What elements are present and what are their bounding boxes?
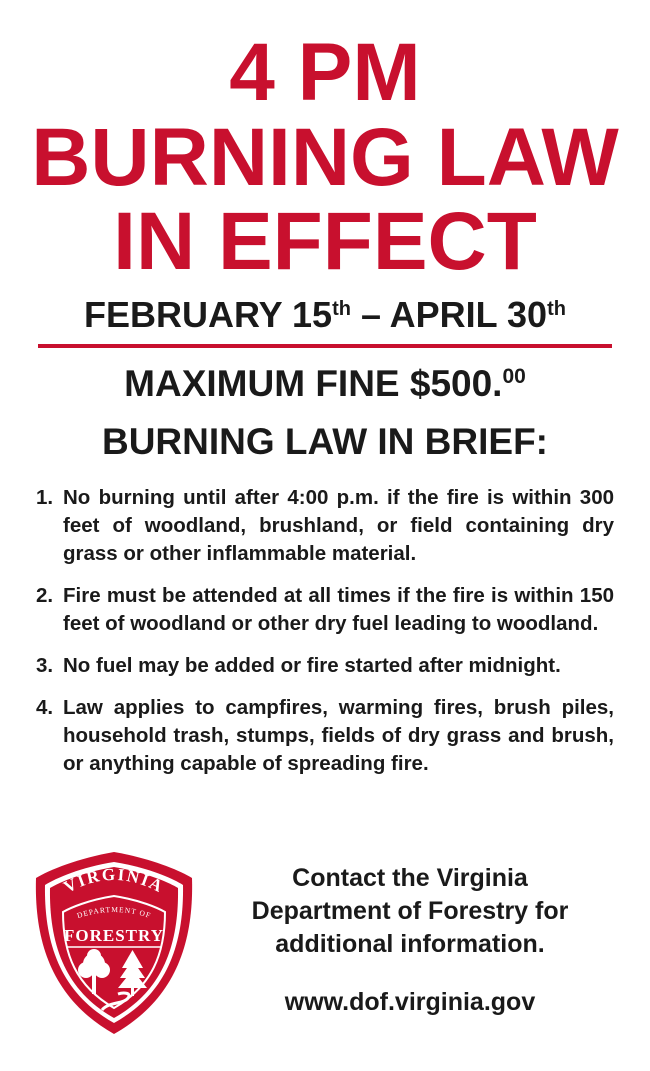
contact-line-3: additional information. (275, 930, 545, 958)
list-item (36, 484, 614, 568)
end-date-suffix: th (547, 298, 566, 320)
contact-text (205, 862, 615, 961)
forestry-seal-logo (34, 850, 194, 1036)
list-item (36, 694, 614, 778)
fine-cents: 00 (502, 365, 526, 388)
list-item-text: Law applies to campfires, warming fires, brush piles, household trash, stumps, fields of dry grass and brush, or anything capable of spreading fire. (63, 696, 614, 775)
headline-line-2: BURNING LAW (31, 112, 619, 203)
list-item-number: 1. (36, 486, 54, 509)
brief-title: BURNING LAW IN BRIEF: (101, 421, 549, 462)
start-date-suffix: th (332, 298, 351, 320)
date-dash: – (350, 294, 390, 335)
rules-list (36, 484, 614, 792)
list-item (36, 652, 614, 680)
list-item-number: 2. (36, 584, 54, 607)
list-item-number: 3. (36, 654, 54, 677)
fine-label: MAXIMUM FINE $500. (124, 363, 503, 404)
list-item-text: Fire must be attended at all times if the fire is within 150 feet of woodland or other dry fuel leading to woodland. (63, 584, 614, 635)
seal-main-text: FORESTRY (64, 926, 164, 945)
contact-line-1: Contact the Virginia (292, 864, 528, 892)
date-range (0, 294, 650, 335)
seal-small-text: DEPARTMENT OF (75, 904, 153, 921)
maximum-fine (0, 365, 650, 402)
headline-line-3: IN EFFECT (113, 196, 537, 287)
divider-line (38, 344, 612, 348)
end-date: APRIL 30 (389, 294, 548, 335)
start-date: FEBRUARY 15 (84, 294, 333, 335)
seal-top-text: VIRGINIA (60, 864, 168, 897)
website-link[interactable]: www.dof.virginia.gov (284, 988, 536, 1016)
headline-line-1: 4 PM (229, 27, 421, 118)
list-item (36, 582, 614, 638)
list-item-text: No burning until after 4:00 p.m. if the fire is within 300 feet of woodland, brushland, or field containing dry grass or other inflammable material. (63, 486, 614, 565)
contact-line-2: Department of Forestry for (251, 897, 569, 925)
list-item-number: 4. (36, 696, 54, 719)
list-item-text: No fuel may be added or fire started after midnight. (63, 654, 561, 677)
